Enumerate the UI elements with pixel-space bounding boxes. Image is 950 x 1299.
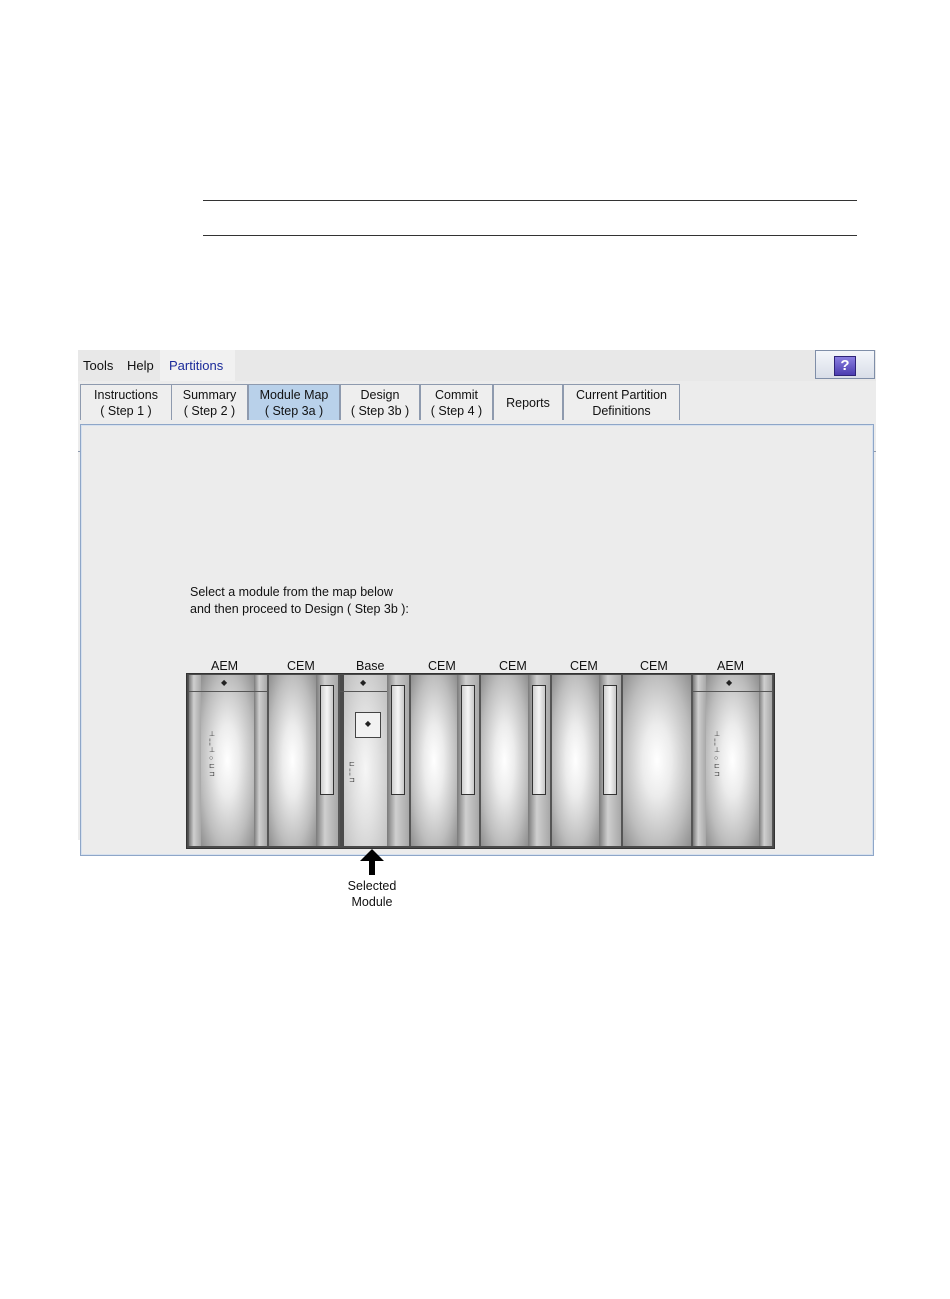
tab-sublabel: ( Step 4 ) — [430, 403, 483, 418]
module-cem-5[interactable] — [622, 675, 692, 846]
cartridge-slot — [532, 685, 546, 795]
sun-logo-icon: ◆ — [726, 678, 733, 687]
selected-module-label — [339, 878, 405, 910]
cabinet-top-strip — [189, 675, 267, 692]
cabinet-door — [269, 675, 316, 846]
tab-label: Commit — [434, 387, 479, 402]
module-label-cem-3: CEM — [499, 659, 527, 673]
tab-module-map[interactable] — [248, 384, 340, 420]
tab-design[interactable] — [340, 384, 420, 420]
tab-bar — [78, 381, 876, 421]
tab-label: Instructions — [94, 387, 158, 402]
tab-label: Reports — [506, 395, 550, 410]
tab-label: Module Map — [259, 387, 329, 402]
sun-logo-icon: ◆ — [221, 678, 228, 687]
tab-sublabel: ( Step 3b ) — [350, 403, 410, 418]
cartridge-slot — [391, 685, 405, 795]
tab-summary[interactable] — [171, 384, 248, 420]
cabinet-door — [552, 675, 599, 846]
module-base[interactable] — [339, 675, 410, 846]
operator-panel: ◆ — [355, 712, 381, 738]
tab-sublabel: ( Step 1 ) — [100, 403, 152, 418]
module-cem-4[interactable] — [551, 675, 622, 846]
module-cem-2[interactable] — [410, 675, 480, 846]
cabinet-top-strip — [693, 675, 772, 692]
tab-sublabel: ( Step 2 ) — [183, 403, 236, 418]
selected-label-line-2: Module — [351, 895, 393, 909]
cartridge-slot — [603, 685, 617, 795]
menu-partitions[interactable]: Partitions — [169, 358, 224, 373]
module-label-aem-right: AEM — [717, 659, 745, 673]
module-label-base: Base — [356, 659, 385, 673]
module-aem-right[interactable] — [692, 675, 773, 846]
tab-commit[interactable] — [420, 384, 493, 420]
module-map-panel — [80, 424, 874, 909]
tab-instructions[interactable] — [80, 384, 172, 420]
tab-sublabel: ( Step 3a ) — [264, 403, 324, 418]
cartridge-slot — [461, 685, 475, 795]
sun-logo-icon: ◆ — [360, 678, 367, 687]
tab-reports[interactable] — [493, 384, 563, 420]
top-rule — [203, 200, 857, 201]
partitioning-window — [78, 350, 876, 909]
menu-bar — [78, 350, 876, 381]
menu-tools[interactable]: Tools — [83, 358, 114, 373]
cabinet-side — [254, 675, 267, 846]
cabinet-door — [411, 675, 457, 846]
module-label-cem-2: CEM — [428, 659, 456, 673]
vent-marks-icon: ⊥ ¦ ⊥ ○ ⊏ ⊐ — [714, 731, 721, 778]
vent-marks-icon: ⊥ ¦ ⊥ ○ ⊏ ⊐ — [209, 731, 216, 778]
module-cem-1[interactable] — [268, 675, 339, 846]
cabinet-side — [759, 675, 772, 846]
help-button[interactable] — [815, 350, 875, 379]
module-label-cem-4: CEM — [570, 659, 598, 673]
instruction-line-1: Select a module from the map below — [190, 585, 393, 599]
module-label-cem-5: CEM — [640, 659, 668, 673]
cabinet-door — [623, 675, 691, 846]
library-module-map — [186, 673, 775, 849]
instruction-line-2: and then proceed to Design ( Step 3b ): — [190, 602, 409, 616]
cabinet-door — [481, 675, 528, 846]
up-arrow-icon — [360, 849, 384, 875]
tab-label: Current Partition — [575, 387, 667, 402]
module-label-aem-left: AEM — [211, 659, 239, 673]
tab-current-partition-definitions[interactable] — [563, 384, 680, 420]
tab-label: Design — [360, 387, 400, 402]
module-label-cem-1: CEM — [287, 659, 315, 673]
module-cem-3[interactable] — [480, 675, 551, 846]
tab-sublabel: Definitions — [592, 403, 651, 418]
module-aem-left[interactable] — [188, 675, 268, 846]
cabinet-side — [693, 675, 706, 846]
help-icon: ? — [834, 356, 856, 376]
cabinet-side — [189, 675, 201, 846]
bottom-rule — [203, 235, 857, 236]
tab-label: Summary — [182, 387, 237, 402]
instruction-text — [190, 584, 409, 618]
cartridge-slot — [320, 685, 334, 795]
handle-marks-icon: ⊏ ¦ ⊐ — [349, 761, 355, 784]
selected-label-line-1: Selected — [347, 879, 397, 893]
menu-help[interactable]: Help — [127, 358, 154, 373]
